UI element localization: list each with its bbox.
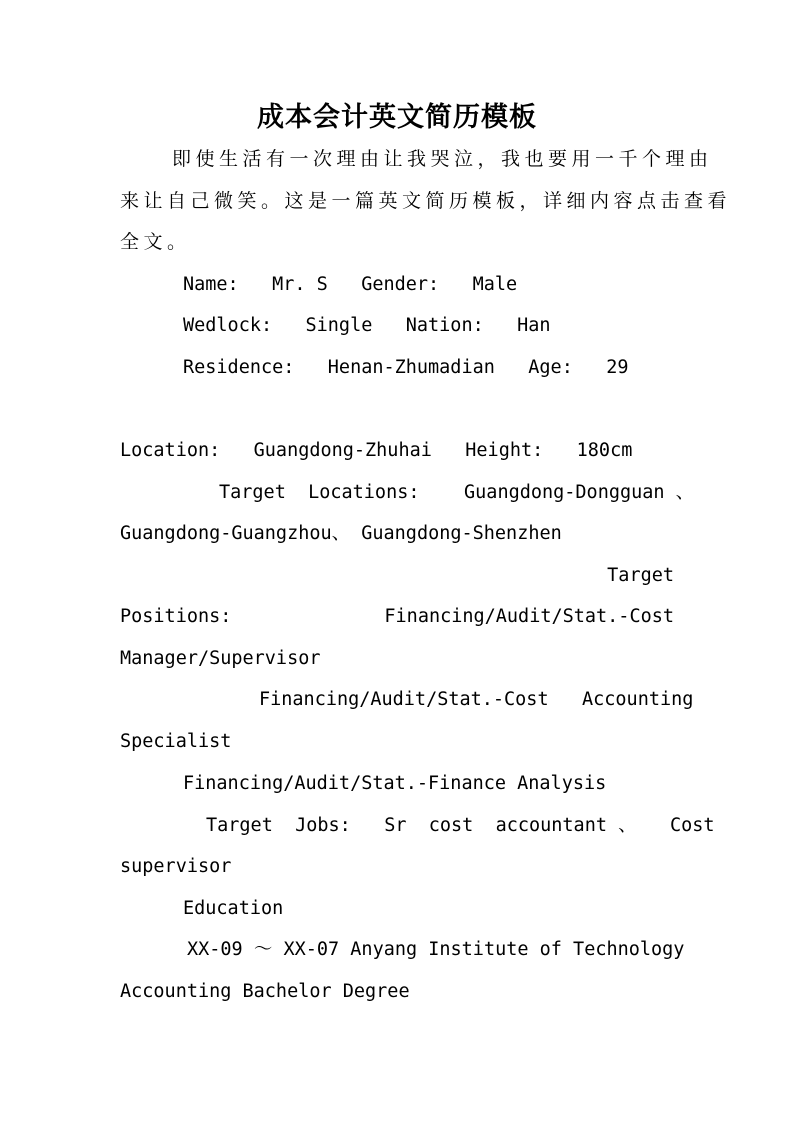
intro-line-2: 来让自己微笑。这是一篇英文简历模板，详细内容点击查看 [120,190,732,212]
target-jobs-line: Target Jobs: Sr cost accountant 、 Cost [206,815,715,836]
name-gender-line: Name: Mr. S Gender: Male [183,274,518,295]
degree-line: Accounting Bachelor Degree [120,981,410,1002]
location-height-line: Location: Guangdong-Zhuhai Height: 180cm [120,440,633,461]
finance-analysis-line: Financing/Audit/Stat.-Finance Analysis [183,773,607,794]
wedlock-nation-line: Wedlock: Single Nation: Han [183,315,551,336]
cost-accounting-line: Financing/Audit/Stat.-Cost Accounting [259,689,694,710]
education-detail-line: XX-09 ～ XX-07 Anyang Institute of Technology [187,939,685,960]
target-locations-line-1: Target Locations: Guangdong-Dongguan 、 [219,482,695,503]
target-locations-line-2: Guangdong-Guangzhou、 Guangdong-Shenzhen [120,523,562,544]
positions-value: Financing/Audit/Stat.-Cost [384,606,674,627]
positions-label: Positions: [120,606,232,627]
target-word: Target [607,565,674,586]
intro-line-1: 即使生活有一次理由让我哭泣，我也要用一千个理由 [172,148,713,170]
intro-line-3: 全文。 [120,231,191,253]
education-heading: Education [183,898,284,919]
specialist-line: Specialist [120,731,232,752]
manager-supervisor-line: Manager/Supervisor [120,648,321,669]
page-title: 成本会计英文简历模板 [257,102,537,133]
residence-age-line: Residence: Henan-Zhumadian Age: 29 [183,357,629,378]
supervisor-line: supervisor [120,856,232,877]
